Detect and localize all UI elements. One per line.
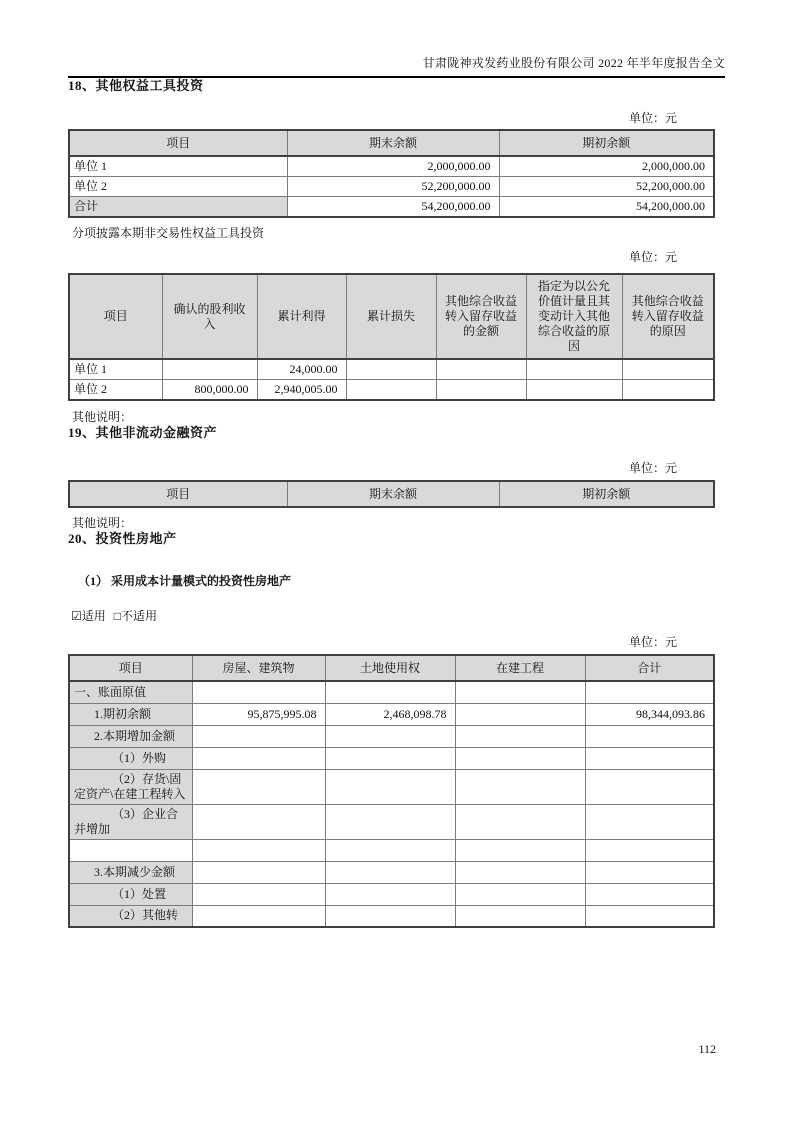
cell-value bbox=[192, 839, 325, 861]
column-header: 房屋、建筑物 bbox=[192, 655, 325, 681]
row-label: 2.本期增加金额 bbox=[69, 725, 192, 747]
table-row bbox=[69, 197, 714, 218]
cell-value bbox=[526, 380, 622, 401]
table-header-row bbox=[69, 274, 714, 359]
cell-value bbox=[192, 804, 325, 839]
cell-value: 2,000,000.00 bbox=[287, 156, 499, 177]
unit-label: 单位：元 bbox=[628, 250, 677, 264]
cell-value bbox=[325, 747, 455, 769]
row-label: 单位 1 bbox=[69, 156, 287, 177]
column-header: 项目 bbox=[69, 655, 192, 681]
cell-value bbox=[455, 769, 585, 804]
cell-value bbox=[325, 839, 455, 861]
row-label: 单位 2 bbox=[69, 177, 287, 197]
cell-value: 52,200,000.00 bbox=[287, 177, 499, 197]
column-header: 期初余额 bbox=[499, 130, 714, 156]
column-header: 其他综合收益转入留存收益的金额 bbox=[436, 274, 526, 359]
cell-value bbox=[192, 747, 325, 769]
unit-label: 单位：元 bbox=[628, 461, 677, 475]
cost-model-subheading: （1） 采用成本计量模式的投资性房地产 bbox=[78, 574, 292, 588]
cell-value bbox=[325, 804, 455, 839]
cell-value bbox=[325, 905, 455, 927]
cell-value bbox=[455, 725, 585, 747]
equity-investment-summary-table bbox=[68, 129, 715, 218]
column-header: 在建工程 bbox=[455, 655, 585, 681]
column-header: 合计 bbox=[585, 655, 714, 681]
cell-value bbox=[325, 725, 455, 747]
table-header-row bbox=[69, 130, 714, 156]
unit-label: 单位：元 bbox=[628, 635, 677, 649]
other-note-label: 其他说明： bbox=[72, 410, 133, 424]
row-label: 单位 2 bbox=[69, 380, 162, 401]
cell-value bbox=[526, 359, 622, 380]
row-label: 单位 1 bbox=[69, 359, 162, 380]
table-row bbox=[69, 883, 714, 905]
page-number: 112 bbox=[698, 1042, 716, 1056]
table-row bbox=[69, 156, 714, 177]
cell-value bbox=[585, 769, 714, 804]
table-row bbox=[69, 769, 714, 804]
cell-value bbox=[455, 905, 585, 927]
cell-value bbox=[622, 359, 714, 380]
other-note-label: 其他说明： bbox=[72, 516, 133, 530]
cell-value: 54,200,000.00 bbox=[287, 197, 499, 218]
column-header: 指定为以公允价值计量且其变动计入其他综合收益的原因 bbox=[526, 274, 622, 359]
column-header: 期末余额 bbox=[287, 130, 499, 156]
applicable-checkbox: ☑适用 bbox=[71, 609, 106, 623]
cell-value bbox=[585, 861, 714, 883]
non-trading-disclosure-note: 分项披露本期非交易性权益工具投资 bbox=[72, 226, 265, 240]
column-header: 项目 bbox=[69, 130, 287, 156]
column-header: 期初余额 bbox=[499, 481, 714, 507]
cell-value bbox=[192, 681, 325, 703]
cell-value bbox=[585, 883, 714, 905]
cell-value bbox=[346, 380, 436, 401]
cell-value bbox=[585, 839, 714, 861]
cell-value bbox=[585, 681, 714, 703]
cell-value bbox=[192, 769, 325, 804]
cell-value bbox=[455, 861, 585, 883]
column-header: 项目 bbox=[69, 274, 162, 359]
cell-value: 2,000,000.00 bbox=[499, 156, 714, 177]
section-18-heading: 18、其他权益工具投资 bbox=[68, 78, 204, 93]
table-row bbox=[69, 359, 714, 380]
cell-value: 52,200,000.00 bbox=[499, 177, 714, 197]
cell-value: 2,940,005.00 bbox=[257, 380, 346, 401]
table-row bbox=[69, 703, 714, 725]
cell-value bbox=[585, 747, 714, 769]
row-label: （2）其他转 bbox=[69, 905, 192, 927]
row-label: 合计 bbox=[69, 197, 287, 218]
table-row bbox=[69, 177, 714, 197]
column-header: 期末余额 bbox=[287, 481, 499, 507]
cell-value bbox=[325, 883, 455, 905]
cell-value bbox=[325, 681, 455, 703]
table-header-row bbox=[69, 481, 714, 507]
cell-value bbox=[346, 359, 436, 380]
row-label: 一、账面原值 bbox=[69, 681, 192, 703]
not-applicable-checkbox: □不适用 bbox=[113, 609, 158, 623]
row-label: 3.本期减少金额 bbox=[69, 861, 192, 883]
row-label: （1）外购 bbox=[69, 747, 192, 769]
row-label bbox=[69, 839, 192, 861]
column-header: 其他综合收益转入留存收益的原因 bbox=[622, 274, 714, 359]
table-row bbox=[69, 380, 714, 401]
section-20-heading: 20、投资性房地产 bbox=[68, 531, 177, 546]
table-row bbox=[69, 725, 714, 747]
column-header: 项目 bbox=[69, 481, 287, 507]
cell-value bbox=[192, 725, 325, 747]
table-row bbox=[69, 804, 714, 839]
cell-value: 98,344,093.86 bbox=[585, 703, 714, 725]
table-row bbox=[69, 747, 714, 769]
cell-value bbox=[436, 359, 526, 380]
column-header: 累计损失 bbox=[346, 274, 436, 359]
column-header: 确认的股利收入 bbox=[162, 274, 257, 359]
cell-value bbox=[455, 804, 585, 839]
cell-value bbox=[455, 703, 585, 725]
applicability-line bbox=[71, 609, 725, 624]
unit-label: 单位：元 bbox=[628, 111, 677, 125]
cell-value bbox=[325, 861, 455, 883]
table-row bbox=[69, 861, 714, 883]
cell-value bbox=[585, 725, 714, 747]
equity-investment-detail-table bbox=[68, 273, 715, 401]
cell-value bbox=[192, 861, 325, 883]
cell-value bbox=[622, 380, 714, 401]
cell-value bbox=[325, 769, 455, 804]
cell-value bbox=[585, 804, 714, 839]
cell-value bbox=[162, 359, 257, 380]
other-noncurrent-assets-table bbox=[68, 480, 715, 508]
cell-value bbox=[192, 883, 325, 905]
row-label: （3）企业合并增加 bbox=[69, 804, 192, 839]
investment-property-table bbox=[68, 654, 715, 928]
cell-value bbox=[455, 747, 585, 769]
cell-value bbox=[585, 905, 714, 927]
cell-value: 800,000.00 bbox=[162, 380, 257, 401]
section-19-heading: 19、其他非流动金融资产 bbox=[68, 425, 218, 440]
cell-value: 24,000.00 bbox=[257, 359, 346, 380]
cell-value: 54,200,000.00 bbox=[499, 197, 714, 218]
row-label: （2）存货\固定资产\在建工程转入 bbox=[69, 769, 192, 804]
table-row bbox=[69, 839, 714, 861]
cell-value bbox=[455, 839, 585, 861]
row-label: 1.期初余额 bbox=[69, 703, 192, 725]
cell-value bbox=[436, 380, 526, 401]
column-header: 累计利得 bbox=[257, 274, 346, 359]
column-header: 土地使用权 bbox=[325, 655, 455, 681]
cell-value bbox=[455, 883, 585, 905]
cell-value: 95,875,995.08 bbox=[192, 703, 325, 725]
table-row bbox=[69, 681, 714, 703]
row-label: （1）处置 bbox=[69, 883, 192, 905]
cell-value bbox=[192, 905, 325, 927]
report-header-title: 甘肃陇神戎发药业股份有限公司 2022 年半年度报告全文 bbox=[422, 56, 725, 70]
table-header-row bbox=[69, 655, 714, 681]
cell-value bbox=[455, 681, 585, 703]
table-row bbox=[69, 905, 714, 927]
cell-value: 2,468,098.78 bbox=[325, 703, 455, 725]
